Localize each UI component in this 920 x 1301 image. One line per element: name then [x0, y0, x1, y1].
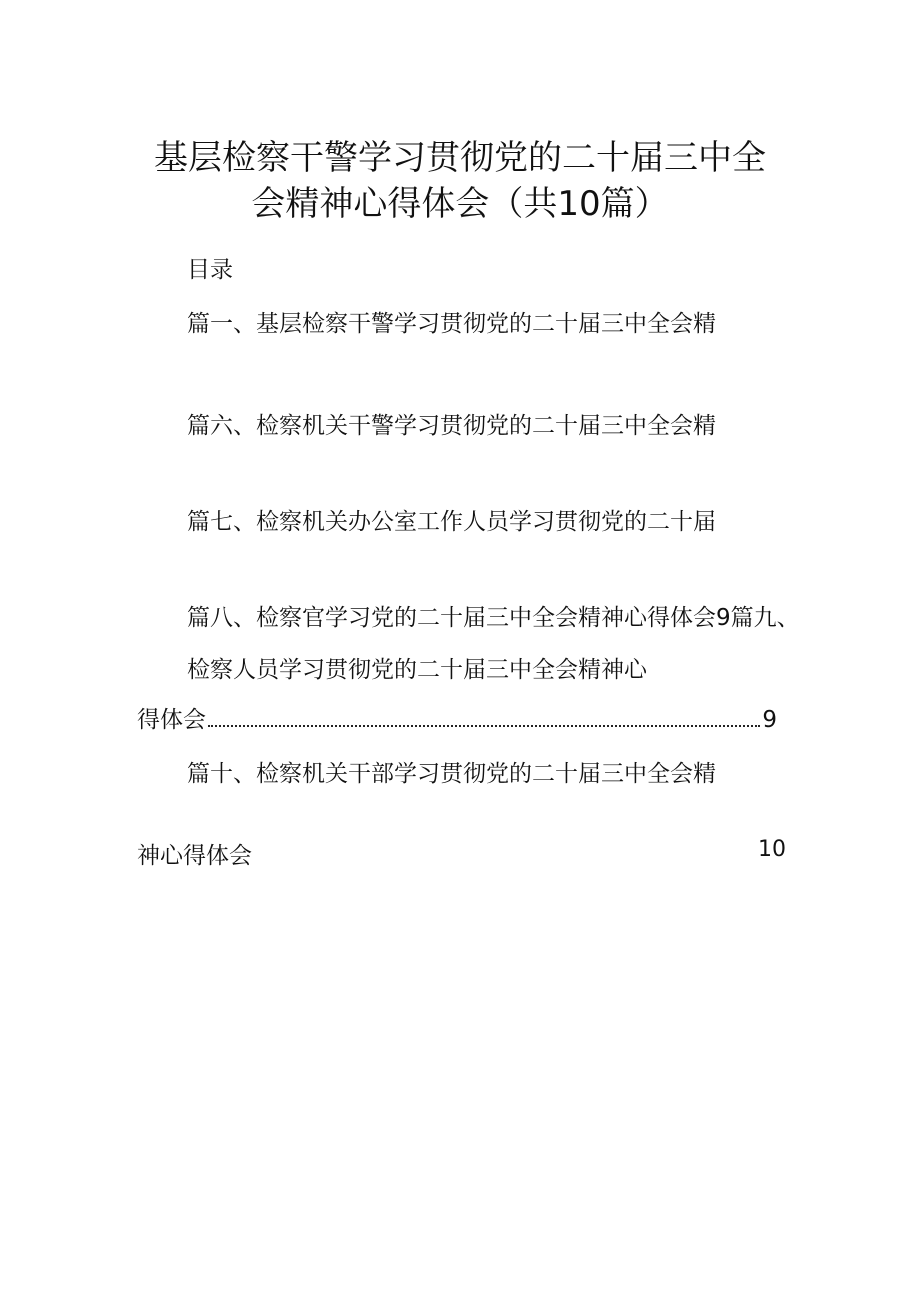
toc-entry-10-line-2[interactable]: 神心得体会 — [137, 843, 252, 869]
toc-entry-10-page-number: 10 — [758, 837, 786, 862]
toc-entry-1[interactable]: 篇一、基层检察干警学习贯彻党的二十届三中全会精 — [187, 311, 716, 337]
toc-entry-9-page-number: 9 — [762, 707, 777, 733]
document-title-line-1: 基层检察干警学习贯彻党的二十届三中全 — [154, 138, 766, 178]
toc-entry-9-text: 得体会 — [137, 707, 206, 733]
toc-heading: 目录 — [187, 257, 233, 283]
document-title-line-2: 会精神心得体会（共10篇） — [251, 184, 669, 224]
toc-entry-7[interactable]: 篇七、检察机关办公室工作人员学习贯彻党的二十届 — [187, 509, 716, 535]
toc-leader-dots — [208, 724, 760, 727]
toc-entry-9-line-1[interactable]: 检察人员学习贯彻党的二十届三中全会精神心 — [187, 657, 647, 683]
toc-entry-10-line-1[interactable]: 篇十、检察机关干部学习贯彻党的二十届三中全会精 — [187, 761, 716, 787]
toc-entry-9-line-2[interactable] — [137, 706, 777, 734]
toc-entry-8[interactable]: 篇八、检察官学习党的二十届三中全会精神心得体会9篇九、 — [187, 605, 800, 631]
toc-entry-6[interactable]: 篇六、检察机关干警学习贯彻党的二十届三中全会精 — [187, 413, 716, 439]
